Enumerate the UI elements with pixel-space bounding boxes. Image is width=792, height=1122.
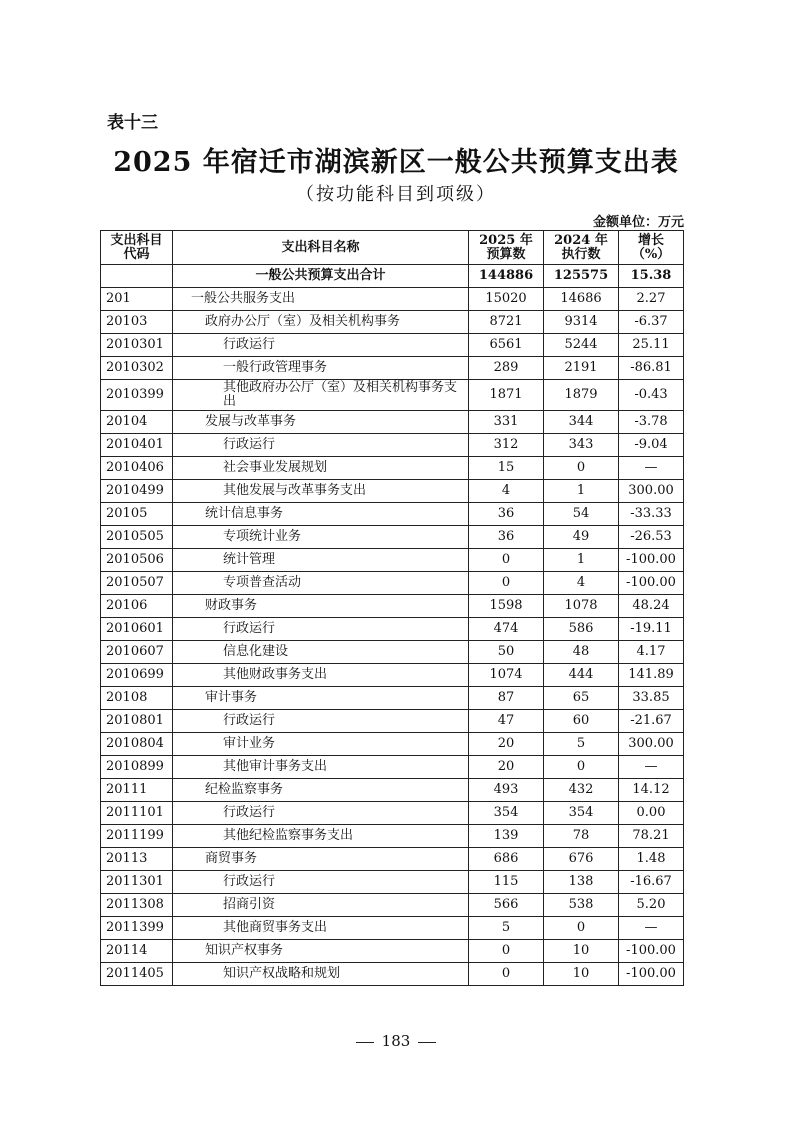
row-growth: 0.00: [619, 802, 684, 825]
row-code: 2010607: [101, 641, 173, 664]
row-exec-2024: 1: [544, 549, 619, 572]
row-name: 其他政府办公厅（室）及相关机构事务支出: [173, 380, 469, 411]
row-name: 财政事务: [173, 595, 469, 618]
row-budget-2025: 36: [469, 526, 544, 549]
row-exec-2024: 5244: [544, 334, 619, 357]
row-budget-2025: 566: [469, 894, 544, 917]
row-budget-2025: 1871: [469, 380, 544, 411]
table-row: [101, 334, 684, 357]
total-label: 一般公共预算支出合计: [173, 265, 469, 288]
row-exec-2024: 138: [544, 871, 619, 894]
table-row: [101, 595, 684, 618]
row-code: 2010507: [101, 572, 173, 595]
row-name: 纪检监察事务: [173, 779, 469, 802]
total-row: [101, 265, 684, 288]
page-number-text: 183: [381, 1032, 411, 1050]
col-header-code: 支出科目代码: [101, 231, 173, 265]
row-code: 2010506: [101, 549, 173, 572]
row-growth: -16.67: [619, 871, 684, 894]
row-name: 行政运行: [173, 802, 469, 825]
row-growth: 5.20: [619, 894, 684, 917]
row-exec-2024: 4: [544, 572, 619, 595]
row-code: 2010406: [101, 457, 173, 480]
row-name: 社会事业发展规划: [173, 457, 469, 480]
row-exec-2024: 54: [544, 503, 619, 526]
page-number: [0, 1032, 792, 1050]
row-exec-2024: 538: [544, 894, 619, 917]
total-growth: 15.38: [619, 265, 684, 288]
row-code: 20113: [101, 848, 173, 871]
page-title: 2025 年宿迁市湖滨新区一般公共预算支出表: [113, 147, 679, 178]
row-code: 2011405: [101, 963, 173, 986]
row-growth: 300.00: [619, 480, 684, 503]
row-name: 招商引资: [173, 894, 469, 917]
row-exec-2024: 1879: [544, 380, 619, 411]
table-label: 表十三: [107, 113, 158, 133]
row-code: 20111: [101, 779, 173, 802]
col-header-budget: 2025 年预算数: [469, 231, 544, 265]
row-name: 政府办公厅（室）及相关机构事务: [173, 311, 469, 334]
row-growth: -3.78: [619, 411, 684, 434]
table-row: [101, 572, 684, 595]
table-row: [101, 825, 684, 848]
row-growth: -6.37: [619, 311, 684, 334]
row-code: 2010601: [101, 618, 173, 641]
table-row: [101, 503, 684, 526]
row-exec-2024: 5: [544, 733, 619, 756]
row-code: 2010699: [101, 664, 173, 687]
col-header-exec: 2024 年执行数: [544, 231, 619, 265]
row-name: 信息化建设: [173, 641, 469, 664]
table-row: [101, 687, 684, 710]
row-code: 201: [101, 288, 173, 311]
row-growth: -100.00: [619, 940, 684, 963]
row-exec-2024: 432: [544, 779, 619, 802]
row-exec-2024: 48: [544, 641, 619, 664]
total-code-cell: [101, 265, 173, 288]
budget-table: [100, 230, 684, 986]
row-exec-2024: 344: [544, 411, 619, 434]
row-budget-2025: 4: [469, 480, 544, 503]
row-code: 2010302: [101, 357, 173, 380]
row-exec-2024: 10: [544, 940, 619, 963]
row-growth: -0.43: [619, 380, 684, 411]
row-budget-2025: 8721: [469, 311, 544, 334]
row-growth: -100.00: [619, 963, 684, 986]
row-exec-2024: 14686: [544, 288, 619, 311]
row-budget-2025: 139: [469, 825, 544, 848]
row-name: 专项普查活动: [173, 572, 469, 595]
row-exec-2024: 676: [544, 848, 619, 871]
table-row: [101, 756, 684, 779]
row-code: 20104: [101, 411, 173, 434]
row-code: 2010505: [101, 526, 173, 549]
row-name: 审计业务: [173, 733, 469, 756]
row-budget-2025: 0: [469, 940, 544, 963]
row-budget-2025: 474: [469, 618, 544, 641]
row-budget-2025: 0: [469, 549, 544, 572]
table-row: [101, 871, 684, 894]
row-budget-2025: 15020: [469, 288, 544, 311]
row-code: 2010899: [101, 756, 173, 779]
row-code: 2011199: [101, 825, 173, 848]
row-growth: -26.53: [619, 526, 684, 549]
row-code: 2011301: [101, 871, 173, 894]
row-growth: -9.04: [619, 434, 684, 457]
row-name: 商贸事务: [173, 848, 469, 871]
row-exec-2024: 343: [544, 434, 619, 457]
row-name: 行政运行: [173, 710, 469, 733]
row-name: 一般行政管理事务: [173, 357, 469, 380]
row-name: 其他财政事务支出: [173, 664, 469, 687]
table-row: [101, 411, 684, 434]
row-name: 其他审计事务支出: [173, 756, 469, 779]
row-budget-2025: 50: [469, 641, 544, 664]
row-name: 知识产权战略和规划: [173, 963, 469, 986]
row-exec-2024: 49: [544, 526, 619, 549]
row-code: 2011308: [101, 894, 173, 917]
table-row: [101, 380, 684, 411]
unit-note: 金额单位：万元: [592, 215, 684, 230]
row-code: 2010301: [101, 334, 173, 357]
row-budget-2025: 47: [469, 710, 544, 733]
row-name: 其他发展与改革事务支出: [173, 480, 469, 503]
page-dash-right: [418, 1042, 436, 1043]
row-budget-2025: 0: [469, 963, 544, 986]
row-budget-2025: 6561: [469, 334, 544, 357]
row-growth: -100.00: [619, 572, 684, 595]
row-name: 行政运行: [173, 871, 469, 894]
table-row: [101, 311, 684, 334]
row-name: 审计事务: [173, 687, 469, 710]
row-growth: 4.17: [619, 641, 684, 664]
row-code: 2010801: [101, 710, 173, 733]
row-exec-2024: 444: [544, 664, 619, 687]
row-exec-2024: 10: [544, 963, 619, 986]
row-code: 2010401: [101, 434, 173, 457]
row-budget-2025: 36: [469, 503, 544, 526]
row-growth: 14.12: [619, 779, 684, 802]
table-row: [101, 357, 684, 380]
table-row: [101, 802, 684, 825]
row-code: 2010399: [101, 380, 173, 411]
row-budget-2025: 331: [469, 411, 544, 434]
table-row: [101, 779, 684, 802]
row-name: 其他商贸事务支出: [173, 917, 469, 940]
row-growth: 141.89: [619, 664, 684, 687]
row-budget-2025: 15: [469, 457, 544, 480]
row-growth: 25.11: [619, 334, 684, 357]
row-budget-2025: 87: [469, 687, 544, 710]
row-budget-2025: 20: [469, 756, 544, 779]
row-budget-2025: 686: [469, 848, 544, 871]
total-exec: 125575: [544, 265, 619, 288]
table-row: [101, 848, 684, 871]
row-code: 2010804: [101, 733, 173, 756]
row-exec-2024: 0: [544, 756, 619, 779]
row-code: 2010499: [101, 480, 173, 503]
row-exec-2024: 0: [544, 917, 619, 940]
row-name: 行政运行: [173, 618, 469, 641]
row-growth: 48.24: [619, 595, 684, 618]
table-row: [101, 549, 684, 572]
table-row: [101, 618, 684, 641]
table-row: [101, 288, 684, 311]
table-row: [101, 526, 684, 549]
row-code: 20105: [101, 503, 173, 526]
row-budget-2025: 5: [469, 917, 544, 940]
row-growth: 1.48: [619, 848, 684, 871]
row-code: 20103: [101, 311, 173, 334]
row-growth: -86.81: [619, 357, 684, 380]
table-row: [101, 940, 684, 963]
total-budget: 144886: [469, 265, 544, 288]
table-row: [101, 963, 684, 986]
row-budget-2025: 1074: [469, 664, 544, 687]
row-growth: -21.67: [619, 710, 684, 733]
row-growth: 300.00: [619, 733, 684, 756]
row-name: 专项统计业务: [173, 526, 469, 549]
row-growth: —: [619, 756, 684, 779]
row-growth: -33.33: [619, 503, 684, 526]
table-header-row: [101, 231, 684, 265]
row-name: 行政运行: [173, 434, 469, 457]
row-budget-2025: 0: [469, 572, 544, 595]
row-exec-2024: 586: [544, 618, 619, 641]
row-exec-2024: 1: [544, 480, 619, 503]
row-growth: —: [619, 917, 684, 940]
row-exec-2024: 78: [544, 825, 619, 848]
page-subtitle: （按功能科目到项级）: [296, 184, 496, 205]
row-budget-2025: 354: [469, 802, 544, 825]
row-exec-2024: 354: [544, 802, 619, 825]
col-header-name: 支出科目名称: [173, 231, 469, 265]
row-growth: 2.27: [619, 288, 684, 311]
row-budget-2025: 1598: [469, 595, 544, 618]
table-row: [101, 733, 684, 756]
row-budget-2025: 115: [469, 871, 544, 894]
row-exec-2024: 9314: [544, 311, 619, 334]
row-name: 行政运行: [173, 334, 469, 357]
col-header-growth: 增长（%）: [619, 231, 684, 265]
row-name: 一般公共服务支出: [173, 288, 469, 311]
row-exec-2024: 1078: [544, 595, 619, 618]
row-budget-2025: 20: [469, 733, 544, 756]
row-code: 20114: [101, 940, 173, 963]
row-code: 20106: [101, 595, 173, 618]
row-growth: -19.11: [619, 618, 684, 641]
row-exec-2024: 0: [544, 457, 619, 480]
row-budget-2025: 493: [469, 779, 544, 802]
row-code: 2011101: [101, 802, 173, 825]
table-row: [101, 457, 684, 480]
table-row: [101, 917, 684, 940]
row-growth: 33.85: [619, 687, 684, 710]
table-row: [101, 664, 684, 687]
table-row: [101, 710, 684, 733]
row-budget-2025: 312: [469, 434, 544, 457]
row-exec-2024: 60: [544, 710, 619, 733]
row-growth: 78.21: [619, 825, 684, 848]
row-name: 其他纪检监察事务支出: [173, 825, 469, 848]
row-exec-2024: 65: [544, 687, 619, 710]
row-name: 统计信息事务: [173, 503, 469, 526]
row-growth: -100.00: [619, 549, 684, 572]
table-row: [101, 480, 684, 503]
row-code: 2011399: [101, 917, 173, 940]
row-name: 发展与改革事务: [173, 411, 469, 434]
page-dash-left: [356, 1042, 374, 1043]
row-growth: —: [619, 457, 684, 480]
table-row: [101, 894, 684, 917]
row-exec-2024: 2191: [544, 357, 619, 380]
row-budget-2025: 289: [469, 357, 544, 380]
table-row: [101, 434, 684, 457]
row-name: 统计管理: [173, 549, 469, 572]
table-row: [101, 641, 684, 664]
row-name: 知识产权事务: [173, 940, 469, 963]
row-code: 20108: [101, 687, 173, 710]
